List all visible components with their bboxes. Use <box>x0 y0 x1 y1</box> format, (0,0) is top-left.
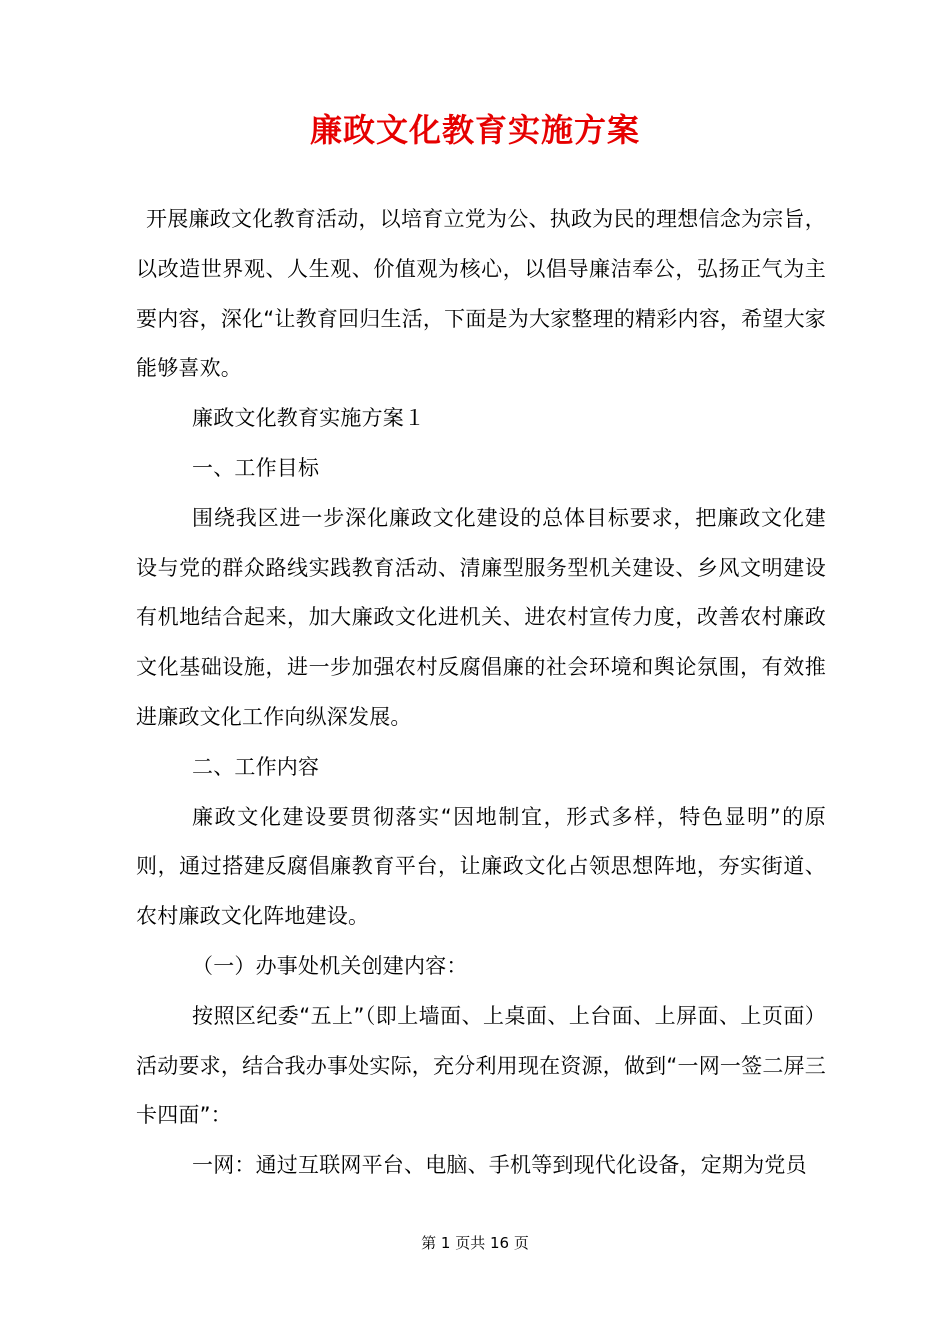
heading-work-goals: 一、工作目标 <box>192 455 320 480</box>
paragraph-one-net: 一网：通过互联网平台、电脑、手机等到现代化设备，定期为党员 <box>192 1153 807 1178</box>
paragraph-five-up: 按照区纪委“五上”（即上墙面、上桌面、上台面、上屏面、上页面）活动要求，结合我办事处实际，充分利用现在资源，做到“一网一签二屏三卡四面”： <box>136 1003 826 1128</box>
page-number-footer: 第 1 页共 16 页 <box>421 1234 529 1252</box>
paragraph-work-content: 廉政文化建设要贯彻落实“因地制宜，形式多样，特色显明”的原则，通过搭建反腐倡廉教育平台，让廉政文化占领思想阵地，夯实街道、农村廉政文化阵地建设。 <box>136 804 826 929</box>
heading-work-content: 二、工作内容 <box>192 754 320 779</box>
section-title: 廉政文化教育实施方案１ <box>192 406 426 431</box>
paragraph-work-goals: 围绕我区进一步深化廉政文化建设的总体目标要求，把廉政文化建设与党的群众路线实践教育活动、清廉型服务型机关建设、乡风文明建设有机地结合起来，加大廉政文化进机关、进农村宣传力度，改善农村廉政文化基础设施，进一步加强农村反腐倡廉的社会环境和舆论氛围，有效推进廉政文化工作向纵深发展。 <box>136 505 826 729</box>
intro-paragraph: 开展廉政文化教育活动，以培育立党为公、执政为民的理想信念为宗旨，以改造世界观、人生观、价值观为核心，以倡导廉洁奉公，弘扬正气为主要内容，深化“让教育回归生活，下面是为大家整理的精彩内容，希望大家能够喜欢。 <box>136 207 826 381</box>
document-body <box>136 195 826 1191</box>
document-title: 廉政文化教育实施方案 <box>309 111 640 149</box>
heading-office-content: （一）办事处机关创建内容： <box>192 953 468 978</box>
